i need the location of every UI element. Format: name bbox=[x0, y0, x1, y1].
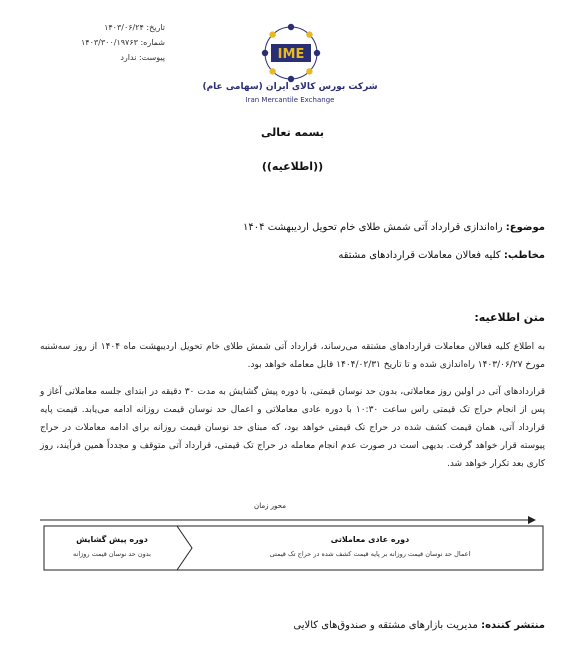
logo-wordmark: IME bbox=[277, 47, 305, 62]
company-name-en: Iran Mercantile Exchange bbox=[245, 96, 335, 104]
phase-normal-title: دوره عادی معاملاتی bbox=[330, 535, 410, 544]
addressee-line bbox=[40, 250, 545, 261]
notice-title: ((اطلاعیه)) bbox=[261, 160, 324, 173]
letter-meta bbox=[55, 20, 165, 65]
publisher-line bbox=[40, 620, 545, 631]
phase-normal-desc: اعمال حد نوسان قیمت روزانه بر پایه قیمت کشف شده در حراج تک قیمتی bbox=[269, 550, 471, 558]
timeline-box bbox=[44, 526, 543, 570]
paragraph-2: قراردادهای آتی در اولین روز معاملاتی، بدون حد نوسان قیمتی، با دوره پیش گشایش به مدت ۳۰ دقیقه در ابتدای جلسه معاملاتی آغاز و پس از انجام حراج تک قیمتی راس ساعت ۱۰:۳۰ با دوره عادی معاملاتی و اعمال حد نوسان قیمت روزانه ادامه می‌یابد. قیمت پایه قرارداد آتی، همان قیمت کشف شده در حراج تک قیمتی خواهد بود، که مبنای حد نوسان قیمت روزانه برای ادامه معاملات در حراج پیوسته قرار خواهد گرفت. بدیهی است در صورت عدم انجام معامله در حراج تک قیمتی، قرارداد آتی متوقف و مجدداً همین فرآیند، روز کاری بعد تکرار خواهد شد. bbox=[40, 387, 545, 469]
meta-date bbox=[55, 20, 165, 35]
phase-preopening-title: دوره پیش گشایش bbox=[76, 535, 148, 544]
meta-attachment-value: ندارد bbox=[120, 53, 137, 62]
addressee-label: مخاطب: bbox=[503, 250, 545, 261]
meta-attachment-label: پیوست: bbox=[138, 53, 165, 62]
meta-attachment bbox=[55, 50, 165, 65]
subject-text: راه‌اندازی قرارداد آتی شمش طلای خام تحویل اردیبهشت ۱۴۰۴ bbox=[243, 222, 506, 233]
body-heading: متن اطلاعیه: bbox=[474, 311, 545, 324]
meta-date-value: ۱۴۰۳/۰۶/۲۴ bbox=[104, 23, 144, 32]
subject-line bbox=[40, 222, 545, 233]
basmala: بسمه تعالی bbox=[261, 126, 324, 139]
meta-number bbox=[55, 35, 165, 50]
meta-date-label: تاریخ: bbox=[146, 23, 165, 32]
paragraph-1: به اطلاع کلیه فعالان معاملات قراردادهای مشتقه می‌رساند، قرارداد آتی شمش طلای خام تحویل اردیبهشت ماه ۱۴۰۴ از روز سه‌شنبه مورخ ۱۴۰۳/۰۶/۲۷ راه‌اندازی شده و تا تاریخ ۱۴۰۴/۰۲/۳۱ قابل معامله خواهد بود. bbox=[40, 342, 545, 370]
company-name-fa: شرکت بورس کالای ایران (سهامی عام) bbox=[202, 82, 378, 92]
timeline-axis-label: محور زمان bbox=[254, 502, 286, 510]
phase-preopening-desc: بدون حد نوسان قیمت روزانه bbox=[73, 550, 151, 558]
timeline-diagram bbox=[40, 498, 545, 578]
meta-number-label: شماره: bbox=[140, 38, 165, 47]
publisher-text: مدیریت بازارهای مشتقه و صندوق‌های کالایی bbox=[293, 620, 482, 631]
publisher-label: منتشر کننده: bbox=[481, 620, 545, 631]
addressee-text: کلیه فعالان معاملات قراردادهای مشتقه bbox=[338, 250, 504, 261]
subject-label: موضوع: bbox=[505, 222, 545, 233]
meta-number-value: ۱۴۰۳/۳۰۰/۱۹۷۶۳ bbox=[80, 38, 138, 47]
